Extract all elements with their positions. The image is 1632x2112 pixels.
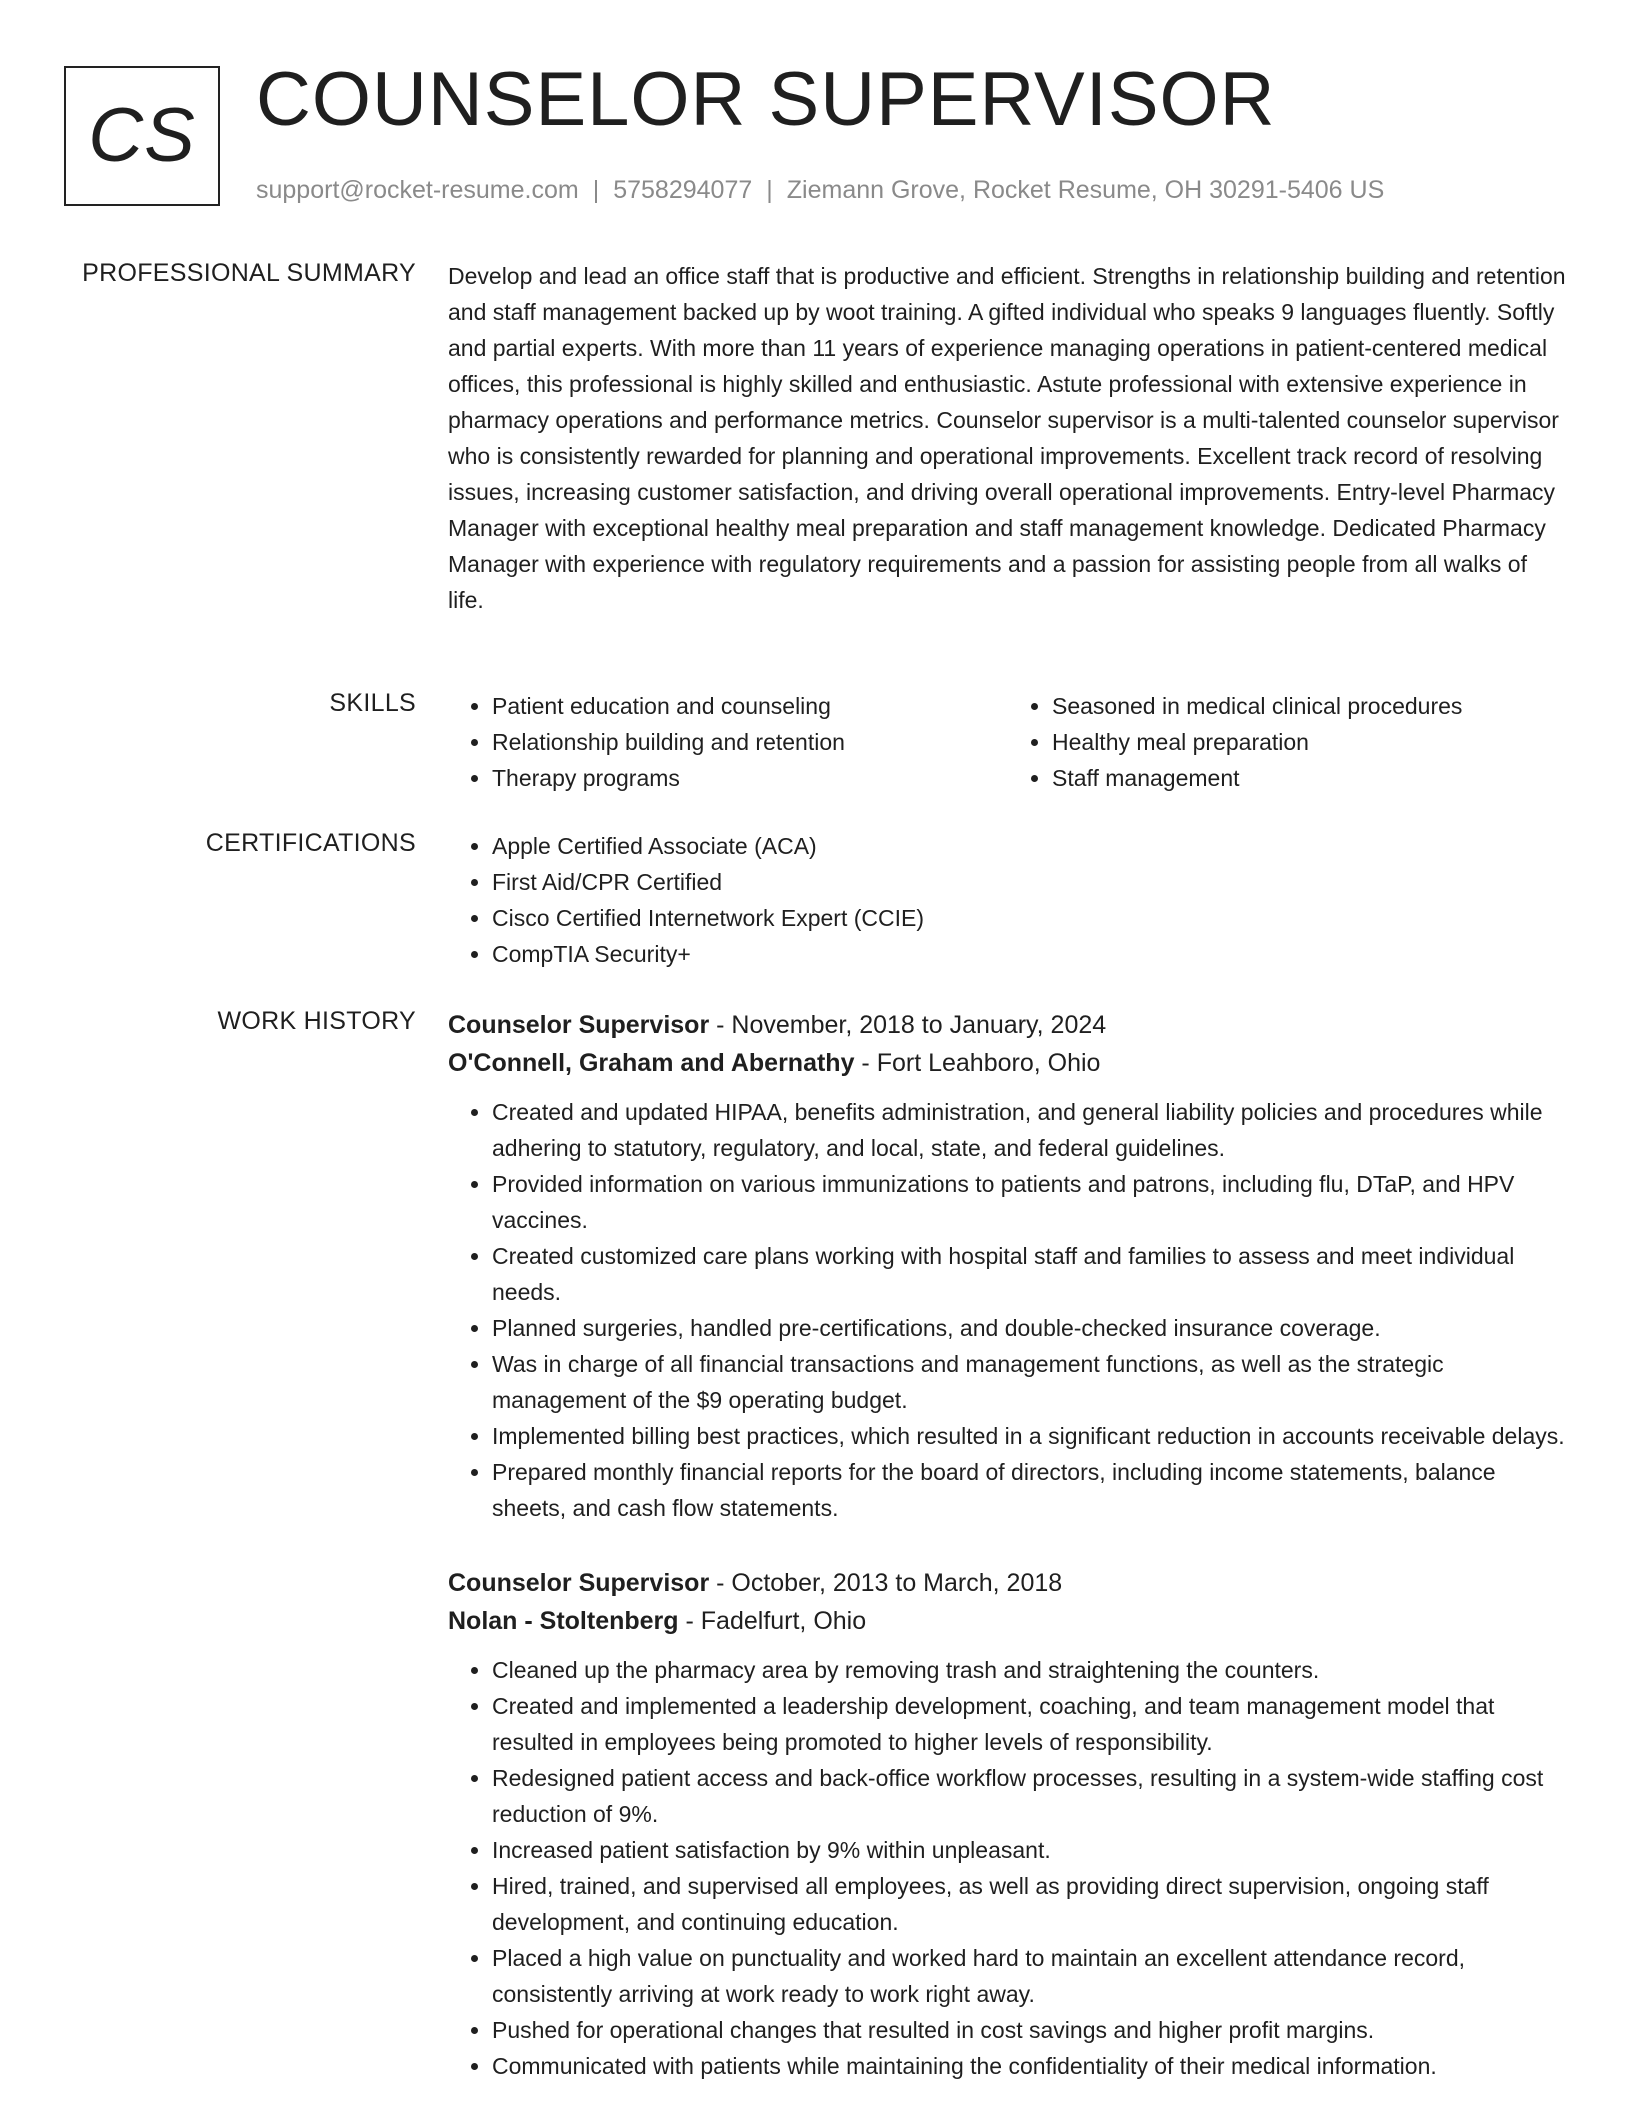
contact-separator: |: [766, 176, 773, 204]
list-item: • Planned surgeries, handled pre-certifications, and double-checked insurance coverage.: [492, 1310, 1568, 1346]
list-item: • Healthy meal preparation: [1052, 724, 1568, 760]
job-title-line: [448, 1564, 1568, 1602]
list-item: • Patient education and counseling: [492, 688, 1008, 724]
job-company-line: [448, 1044, 1568, 1082]
section-label-skills: SKILLS: [329, 689, 416, 717]
list-item: • CompTIA Security+: [492, 936, 1568, 972]
job-title: Counselor Supervisor: [448, 1569, 710, 1597]
resume-name: COUNSELOR SUPERVISOR: [256, 57, 1276, 142]
certifications-body: [448, 828, 1568, 972]
job-entry: [448, 1564, 1568, 2084]
list-item: • Created and updated HIPAA, benefits administration, and general liability policies and procedures while adhering to statutory, regulatory, and local, state, and federal guidelines.: [492, 1094, 1568, 1166]
job-dates: - November, 2018 to January, 2024: [709, 1011, 1107, 1039]
skills-list-left: [448, 688, 1008, 796]
contact-separator: |: [592, 176, 600, 204]
job-bullets: [448, 1094, 1568, 1526]
job-title-line: [448, 1006, 1568, 1044]
certifications-list: [448, 828, 1568, 972]
contact-line: [256, 176, 1384, 205]
contact-address: Ziemann Grove, Rocket Resume, OH 30291-5406 US: [786, 176, 1385, 204]
contact-phone: 5758294077: [613, 176, 753, 204]
skills-list-right: [1008, 688, 1568, 796]
list-item: • Implemented billing best practices, which resulted in a significant reduction in accounts receivable delays.: [492, 1418, 1568, 1454]
list-item: • Apple Certified Associate (ACA): [492, 828, 1568, 864]
list-item: • Was in charge of all financial transactions and management functions, as well as the strategic management of the $9 operating budget.: [492, 1346, 1568, 1418]
work-body: [448, 1006, 1568, 2112]
list-item: • First Aid/CPR Certified: [492, 864, 1568, 900]
section-label-certifications: CERTIFICATIONS: [205, 829, 416, 857]
list-item: • Created and implemented a leadership development, coaching, and team management model that resulted in employees being promoted to higher levels of responsibility.: [492, 1688, 1568, 1760]
job-dates: - October, 2013 to March, 2018: [709, 1569, 1063, 1597]
list-item: • Communicated with patients while maintaining the confidentiality of their medical information.: [492, 2048, 1568, 2084]
list-item: • Provided information on various immunizations to patients and patrons, including flu, DTaP, and HPV vaccines.: [492, 1166, 1568, 1238]
job-company: Nolan - Stoltenberg: [448, 1607, 679, 1635]
section-label-summary: PROFESSIONAL SUMMARY: [82, 259, 416, 287]
job-title: Counselor Supervisor: [448, 1011, 710, 1039]
monogram-box: [64, 66, 220, 206]
list-item: • Relationship building and retention: [492, 724, 1008, 760]
summary-body: [448, 258, 1568, 618]
job-location: - Fort Leahboro, Ohio: [854, 1049, 1101, 1077]
summary-text: Develop and lead an office staff that is productive and efficient. Strengths in relationship building and retention and staff management backed up by woot training. A gifted individual who speaks 9 languages fluently. Softly and partial experts. With more than 11 years of experience managing operations in patient-centered medical offices, this professional is highly skilled and enthusiastic. Astute professional with extensive experience in pharmacy operations and performance metrics. Counselor supervisor is a multi-talented counselor supervisor who is consistently rewarded for planning and operational improvements. Excellent track record of resolving issues, increasing customer satisfaction, and driving overall operational improvements. Entry-level Pharmacy Manager with exceptional healthy meal preparation and staff management knowledge. Dedicated Pharmacy Manager with experience with regulatory requirements and a passion for assisting people from all walks of life.: [448, 263, 1566, 613]
list-item: • Prepared monthly financial reports for the board of directors, including income statements, balance sheets, and cash flow statements.: [492, 1454, 1568, 1526]
list-item: • Placed a high value on punctuality and worked hard to maintain an excellent attendance record, consistently arriving at work ready to work right away.: [492, 1940, 1568, 2012]
job-company-line: [448, 1602, 1568, 1640]
job-bullets: [448, 1652, 1568, 2084]
list-item: • Cisco Certified Internetwork Expert (CCIE): [492, 900, 1568, 936]
list-item: • Cleaned up the pharmacy area by removing trash and straightening the counters.: [492, 1652, 1568, 1688]
list-item: • Therapy programs: [492, 760, 1008, 796]
list-item: • Increased patient satisfaction by 9% within unpleasant.: [492, 1832, 1568, 1868]
list-item: • Redesigned patient access and back-office workflow processes, resulting in a system-wide staffing cost reduction of 9%.: [492, 1760, 1568, 1832]
monogram-initials: CS: [88, 93, 196, 178]
job-company: O'Connell, Graham and Abernathy: [448, 1049, 855, 1077]
list-item: • Created customized care plans working with hospital staff and families to assess and meet individual needs.: [492, 1238, 1568, 1310]
contact-email: support@rocket-resume.com: [256, 176, 579, 204]
list-item: • Pushed for operational changes that resulted in cost savings and higher profit margins.: [492, 2012, 1568, 2048]
skills-grid: [448, 688, 1568, 796]
list-item: • Seasoned in medical clinical procedures: [1052, 688, 1568, 724]
job-location: - Fadelfurt, Ohio: [678, 1607, 867, 1635]
list-item: • Hired, trained, and supervised all employees, as well as providing direct supervision, ongoing staff development, and continuing education.: [492, 1868, 1568, 1940]
list-item: • Staff management: [1052, 760, 1568, 796]
job-entry: [448, 1006, 1568, 1526]
section-label-work: WORK HISTORY: [217, 1007, 416, 1035]
